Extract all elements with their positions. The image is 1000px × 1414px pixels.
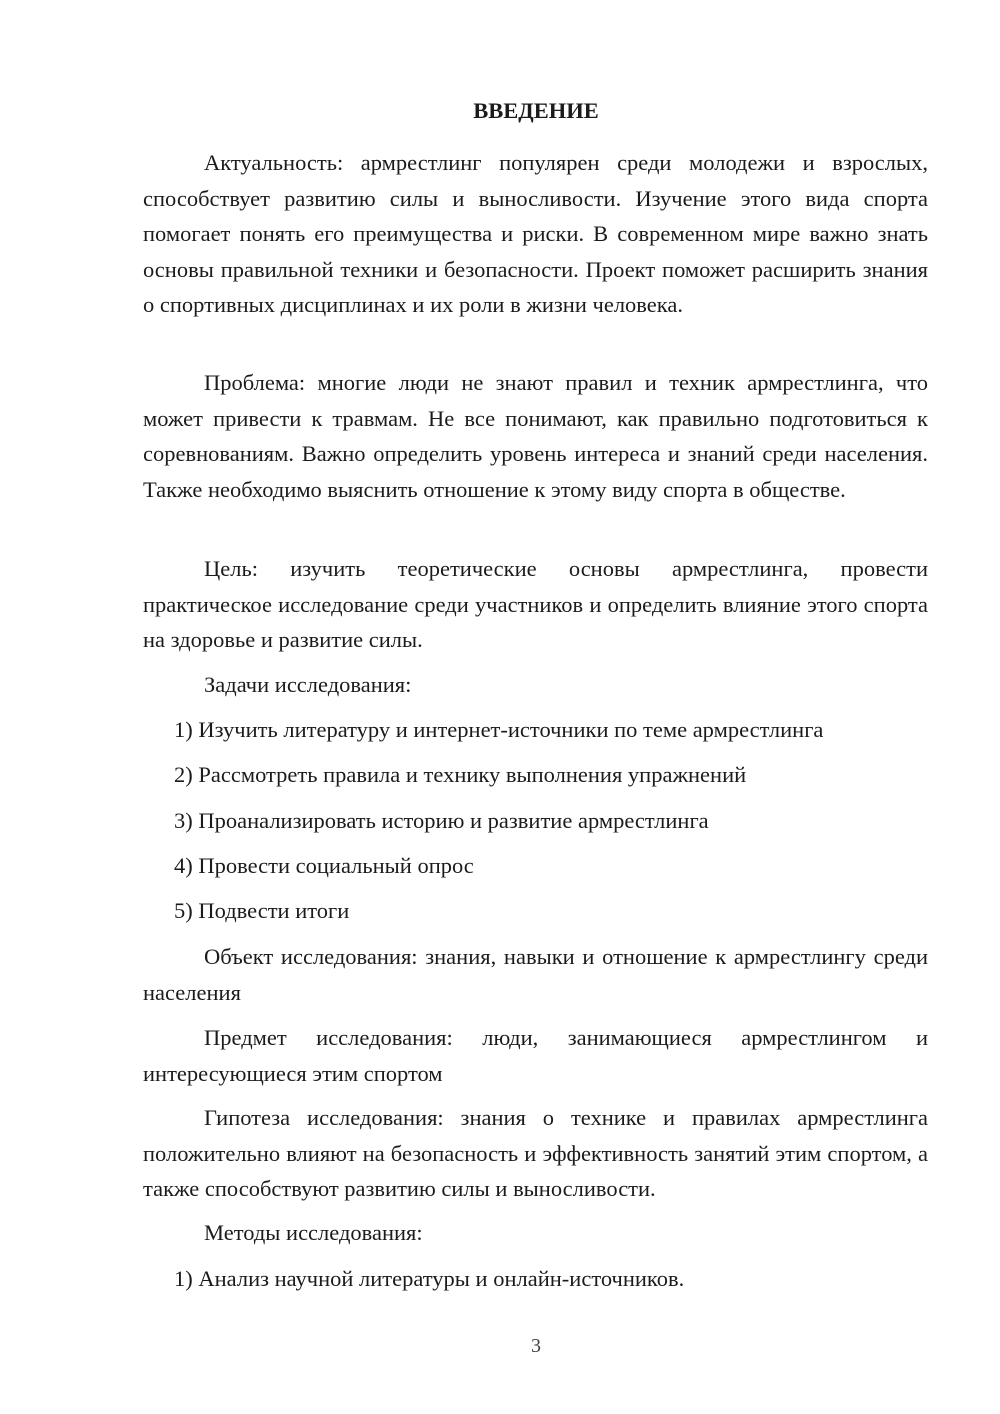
- paragraph-subject: Предмет исследования: люди, занимающиеся армрестлингом и интересующиеся этим спортом: [143, 1025, 928, 1086]
- task-item: 3) Проанализировать историю и развитие армрестлинга: [174, 808, 709, 833]
- page-number: 3: [531, 1335, 541, 1357]
- paragraph-hypothesis: Гипотеза исследования: знания о технике и правилах армрестлинга положительно влияют на безопасность и эффективность занятий этим спортом, а также способствуют развитию силы и выносливости.: [143, 1105, 928, 1201]
- methods-heading: Методы исследования:: [204, 1220, 423, 1245]
- paragraph-problem: Проблема: многие люди не знают правил и техник армрестлинга, что может привести к травмам. Не все понимают, как правильно подготовиться к соревнованиям. Важно определить уровень интереса и знаний среди населения. Также необходимо выяснить отношение к этому виду спорта в обществе.: [143, 370, 928, 502]
- paragraph-object: Объект исследования: знания, навыки и отношение к армрестлингу среди населения: [143, 944, 928, 1005]
- paragraph-goal: Цель: изучить теоретические основы армрестлинга, провести практическое исследование среди участников и определить влияние этого спорта на здоровье и развитие силы.: [143, 556, 928, 652]
- method-item: 1) Анализ научной литературы и онлайн-источников.: [174, 1266, 685, 1291]
- task-item: 2) Рассмотреть правила и технику выполнения упражнений: [174, 762, 747, 787]
- task-item: 1) Изучить литературу и интернет-источники по теме армрестлинга: [174, 717, 824, 742]
- page-title: ВВЕДЕНИЕ: [473, 98, 599, 123]
- paragraph-relevance: Актуальность: армрестлинг популярен среди молодежи и взрослых, способствует развитию силы и выносливости. Изучение этого вида спорта помогает понять его преимущества и риски. В современном мире важно знать основы правильной техники и безопасности. Проект поможет расширить знания о спортивных дисциплинах и их роли в жизни человека.: [143, 150, 928, 317]
- task-item: 4) Провести социальный опрос: [174, 853, 474, 878]
- tasks-heading: Задачи исследования:: [204, 672, 412, 697]
- task-item: 5) Подвести итоги: [174, 898, 350, 923]
